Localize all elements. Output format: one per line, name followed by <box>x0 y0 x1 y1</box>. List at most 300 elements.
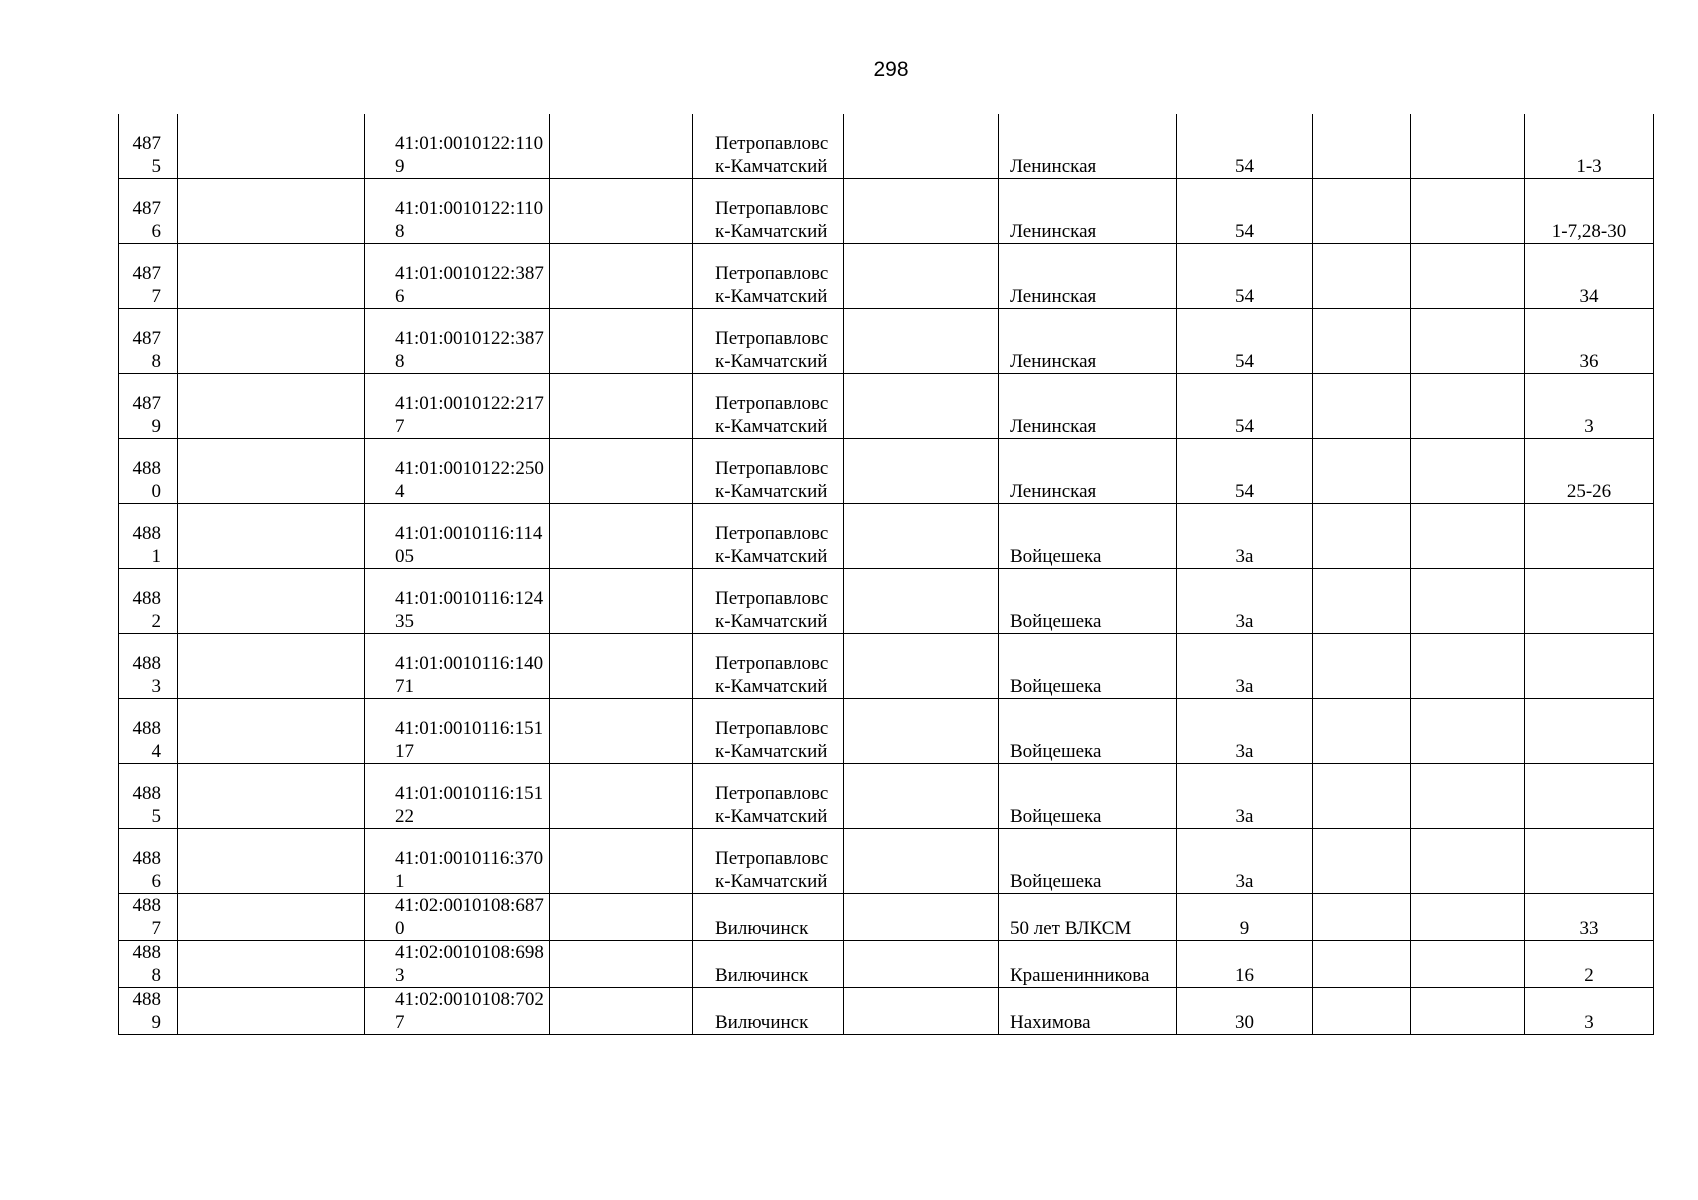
empty-cell <box>550 439 693 504</box>
city-name <box>693 457 843 503</box>
row-number-cell <box>119 829 178 894</box>
city-name-line: к-Камчатский <box>715 676 828 697</box>
apartment-cell <box>1525 829 1654 894</box>
empty-cell <box>1411 439 1525 504</box>
empty-cell <box>550 988 693 1035</box>
row-number-cell <box>119 504 178 569</box>
cadastral-number-line: 7 <box>395 416 405 437</box>
city-name-line: Петропавловс <box>715 133 829 154</box>
row-number-line: 488 <box>132 895 161 916</box>
city-name <box>693 587 843 633</box>
empty-cell <box>1313 374 1411 439</box>
row-number-line: 487 <box>132 328 161 349</box>
street-cell <box>999 439 1177 504</box>
row-number-line: 3 <box>151 676 161 697</box>
city-cell <box>693 179 844 244</box>
city-cell <box>693 114 844 179</box>
empty-cell <box>178 244 365 309</box>
cadastral-number-cell <box>365 504 550 569</box>
city-name-line: Петропавловс <box>715 523 829 544</box>
row-number-line: 4 <box>151 741 161 762</box>
city-name-line: к-Камчатский <box>715 611 828 632</box>
empty-cell <box>178 114 365 179</box>
house-number-cell <box>1177 504 1313 569</box>
cadastral-number-line: 41:01:0010116:124 <box>395 588 544 609</box>
row-number-line: 488 <box>132 718 161 739</box>
row-number-line: 487 <box>132 133 161 154</box>
empty-cell <box>178 988 365 1035</box>
city-cell <box>693 439 844 504</box>
row-number <box>119 782 177 828</box>
empty-cell <box>1313 504 1411 569</box>
house-number: 54 <box>1235 156 1254 177</box>
apartment-number: 1-3 <box>1576 156 1602 177</box>
empty-cell <box>844 699 999 764</box>
city-name-line: к-Камчатский <box>715 416 828 437</box>
street-name: Крашенинникова <box>1010 965 1150 986</box>
empty-cell <box>550 829 693 894</box>
house-number-cell <box>1177 244 1313 309</box>
street-cell <box>999 894 1177 941</box>
city-cell <box>693 829 844 894</box>
apartment-cell <box>1525 504 1654 569</box>
cadastral-number-line: 41:01:0010122:250 <box>395 458 544 479</box>
empty-cell <box>844 244 999 309</box>
house-number-cell <box>1177 894 1313 941</box>
apartment-cell <box>1525 374 1654 439</box>
row-number-cell <box>119 114 178 179</box>
empty-cell <box>550 309 693 374</box>
street-name: Войцешека <box>1010 871 1102 892</box>
row-number <box>119 941 177 987</box>
empty-cell <box>550 244 693 309</box>
row-number-cell <box>119 439 178 504</box>
cadastral-number-line: 71 <box>395 676 414 697</box>
house-number: 3а <box>1235 611 1254 632</box>
row-number-cell <box>119 699 178 764</box>
table-row <box>119 941 1654 988</box>
row-number-line: 5 <box>151 156 161 177</box>
row-number-line: 488 <box>132 523 161 544</box>
cadastral-number-line: 41:01:0010116:140 <box>395 653 544 674</box>
empty-cell <box>1313 179 1411 244</box>
empty-cell <box>1411 114 1525 179</box>
empty-cell <box>844 374 999 439</box>
row-number <box>119 327 177 373</box>
city-name-line: Петропавловс <box>715 718 829 739</box>
house-number-cell <box>1177 634 1313 699</box>
apartment-number: 3 <box>1584 416 1594 437</box>
empty-cell <box>1411 309 1525 374</box>
page-number: 298 <box>873 58 909 81</box>
cadastral-number <box>375 941 549 987</box>
row-number-line: 1 <box>151 546 161 567</box>
table-row <box>119 179 1654 244</box>
apartment-number: 1-7,28-30 <box>1551 221 1627 242</box>
street-cell <box>999 634 1177 699</box>
empty-cell <box>844 504 999 569</box>
empty-cell <box>1411 634 1525 699</box>
city-name-line: Петропавловс <box>715 263 829 284</box>
city-cell <box>693 634 844 699</box>
cadastral-number <box>375 457 549 503</box>
street-name: Нахимова <box>1010 1012 1091 1033</box>
empty-cell <box>1411 988 1525 1035</box>
house-number-cell <box>1177 941 1313 988</box>
city-cell <box>693 504 844 569</box>
cadastral-number-cell <box>365 114 550 179</box>
row-number <box>119 847 177 893</box>
cadastral-number-line: 41:01:0010122:110 <box>395 133 544 154</box>
street-name: Ленинская <box>1010 416 1097 437</box>
street-name: Войцешека <box>1010 546 1102 567</box>
empty-cell <box>178 179 365 244</box>
cadastral-number-line: 41:01:0010122:110 <box>395 198 544 219</box>
house-number-cell <box>1177 114 1313 179</box>
cadastral-number-cell <box>365 699 550 764</box>
city-cell <box>693 894 844 941</box>
row-number-line: 2 <box>151 611 161 632</box>
empty-cell <box>1411 829 1525 894</box>
empty-cell <box>178 569 365 634</box>
empty-cell <box>1313 114 1411 179</box>
apartment-cell <box>1525 569 1654 634</box>
apartment-number: 33 <box>1579 918 1599 939</box>
registry-table-body <box>119 114 1654 1035</box>
table-row <box>119 569 1654 634</box>
city-name-line: Петропавловс <box>715 393 829 414</box>
cadastral-number-line: 8 <box>395 221 405 242</box>
row-number-line: 8 <box>151 351 161 372</box>
empty-cell <box>1313 988 1411 1035</box>
house-number-cell <box>1177 439 1313 504</box>
cadastral-number-cell <box>365 829 550 894</box>
street-name: Ленинская <box>1010 481 1097 502</box>
house-number: 30 <box>1235 1012 1254 1033</box>
city-name <box>693 964 843 987</box>
empty-cell <box>1411 941 1525 988</box>
table-row <box>119 439 1654 504</box>
empty-cell <box>1411 894 1525 941</box>
row-number-line: 9 <box>151 1012 161 1033</box>
empty-cell <box>1411 374 1525 439</box>
empty-cell <box>550 941 693 988</box>
house-number: 54 <box>1235 416 1254 437</box>
row-number-cell <box>119 634 178 699</box>
row-number <box>119 262 177 308</box>
cadastral-number-line: 9 <box>395 156 405 177</box>
city-name-line: Петропавловс <box>715 198 829 219</box>
city-name <box>693 652 843 698</box>
city-cell <box>693 569 844 634</box>
street-name: Войцешека <box>1010 806 1102 827</box>
city-name-line: к-Камчатский <box>715 546 828 567</box>
apartment-number: 25-26 <box>1566 481 1612 502</box>
apartment-cell <box>1525 699 1654 764</box>
empty-cell <box>1313 941 1411 988</box>
city-name-line: Петропавловс <box>715 458 829 479</box>
row-number-line: 488 <box>132 653 161 674</box>
empty-cell <box>178 894 365 941</box>
cadastral-number-line: 1 <box>395 871 405 892</box>
registry-table <box>118 114 1654 1035</box>
cadastral-number-line: 3 <box>395 965 405 986</box>
street-cell <box>999 504 1177 569</box>
row-number-cell <box>119 374 178 439</box>
city-name <box>693 917 843 940</box>
table-row <box>119 699 1654 764</box>
apartment-cell <box>1525 634 1654 699</box>
street-cell <box>999 374 1177 439</box>
empty-cell <box>550 504 693 569</box>
cadastral-number-cell <box>365 634 550 699</box>
empty-cell <box>1313 244 1411 309</box>
row-number <box>119 894 177 940</box>
cadastral-number <box>375 262 549 308</box>
city-name-line: Петропавловс <box>715 588 829 609</box>
cadastral-number-line: 41:01:0010122:387 <box>395 263 544 284</box>
row-number-line: 488 <box>132 989 161 1010</box>
empty-cell <box>844 439 999 504</box>
city-name <box>693 262 843 308</box>
empty-cell <box>178 764 365 829</box>
row-number <box>119 197 177 243</box>
cadastral-number-line: 41:01:0010122:387 <box>395 328 544 349</box>
city-name-line: Вилючинск <box>715 1012 809 1033</box>
cadastral-number-line: 17 <box>395 741 414 762</box>
city-name-line: к-Камчатский <box>715 741 828 762</box>
empty-cell <box>844 894 999 941</box>
city-cell <box>693 941 844 988</box>
house-number-cell <box>1177 829 1313 894</box>
cadastral-number-line: 41:01:0010116:151 <box>395 783 544 804</box>
cadastral-number-cell <box>365 179 550 244</box>
row-number-line: 0 <box>151 481 161 502</box>
table-row <box>119 764 1654 829</box>
empty-cell <box>1411 504 1525 569</box>
empty-cell <box>178 374 365 439</box>
empty-cell <box>844 114 999 179</box>
city-name <box>693 392 843 438</box>
empty-cell <box>178 941 365 988</box>
cadastral-number-cell <box>365 374 550 439</box>
empty-cell <box>1411 569 1525 634</box>
cadastral-number-line: 41:02:0010108:698 <box>395 942 544 963</box>
empty-cell <box>1313 894 1411 941</box>
cadastral-number-line: 4 <box>395 481 405 502</box>
street-cell <box>999 569 1177 634</box>
table-row <box>119 114 1654 179</box>
empty-cell <box>844 988 999 1035</box>
row-number-line: 487 <box>132 393 161 414</box>
row-number-line: 7 <box>151 918 161 939</box>
cadastral-number <box>375 327 549 373</box>
empty-cell <box>550 634 693 699</box>
apartment-cell <box>1525 764 1654 829</box>
cadastral-number <box>375 652 549 698</box>
empty-cell <box>844 829 999 894</box>
cadastral-number-line: 35 <box>395 611 414 632</box>
empty-cell <box>844 309 999 374</box>
city-name <box>693 717 843 763</box>
house-number: 54 <box>1235 351 1254 372</box>
empty-cell <box>844 569 999 634</box>
empty-cell <box>1313 439 1411 504</box>
cadastral-number-line: 6 <box>395 286 405 307</box>
street-cell <box>999 179 1177 244</box>
street-name: Войцешека <box>1010 676 1102 697</box>
street-name: Войцешека <box>1010 741 1102 762</box>
city-cell <box>693 244 844 309</box>
city-name-line: к-Камчатский <box>715 806 828 827</box>
city-cell <box>693 309 844 374</box>
cadastral-number-cell <box>365 941 550 988</box>
city-name <box>693 1011 843 1034</box>
table-row <box>119 634 1654 699</box>
city-name-line: Вилючинск <box>715 965 809 986</box>
city-cell <box>693 988 844 1035</box>
house-number: 9 <box>1239 918 1250 939</box>
apartment-cell <box>1525 941 1654 988</box>
house-number-cell <box>1177 988 1313 1035</box>
row-number-line: 5 <box>151 806 161 827</box>
empty-cell <box>178 829 365 894</box>
city-name <box>693 522 843 568</box>
city-name-line: к-Камчатский <box>715 286 828 307</box>
empty-cell <box>1313 569 1411 634</box>
street-name: Войцешека <box>1010 611 1102 632</box>
cadastral-number-cell <box>365 988 550 1035</box>
cadastral-number <box>375 782 549 828</box>
row-number <box>119 717 177 763</box>
apartment-number: 2 <box>1584 965 1594 986</box>
city-name <box>693 782 843 828</box>
row-number <box>119 132 177 178</box>
table-row <box>119 988 1654 1035</box>
table-row <box>119 894 1654 941</box>
house-number: 3а <box>1235 806 1254 827</box>
city-name-line: Вилючинск <box>715 918 809 939</box>
street-name: Ленинская <box>1010 286 1097 307</box>
empty-cell <box>1313 634 1411 699</box>
city-name <box>693 847 843 893</box>
cadastral-number-line: 41:01:0010116:370 <box>395 848 544 869</box>
row-number-line: 488 <box>132 848 161 869</box>
apartment-cell <box>1525 244 1654 309</box>
apartment-cell <box>1525 179 1654 244</box>
city-name-line: Петропавловс <box>715 328 829 349</box>
cadastral-number-line: 7 <box>395 1012 405 1033</box>
cadastral-number-line: 41:02:0010108:702 <box>395 989 544 1010</box>
apartment-cell <box>1525 988 1654 1035</box>
house-number: 54 <box>1235 286 1254 307</box>
row-number <box>119 457 177 503</box>
empty-cell <box>1411 764 1525 829</box>
row-number <box>119 392 177 438</box>
cadastral-number-line: 22 <box>395 806 414 827</box>
empty-cell <box>550 894 693 941</box>
house-number: 3а <box>1235 546 1254 567</box>
street-cell <box>999 114 1177 179</box>
row-number-line: 487 <box>132 263 161 284</box>
cadastral-number-cell <box>365 309 550 374</box>
row-number <box>119 522 177 568</box>
row-number-cell <box>119 988 178 1035</box>
cadastral-number-line: 05 <box>395 546 414 567</box>
house-number-cell <box>1177 374 1313 439</box>
table-row <box>119 244 1654 309</box>
empty-cell <box>1313 309 1411 374</box>
empty-cell <box>1411 244 1525 309</box>
cadastral-number <box>375 847 549 893</box>
city-name <box>693 132 843 178</box>
house-number-cell <box>1177 699 1313 764</box>
street-cell <box>999 764 1177 829</box>
row-number-cell <box>119 244 178 309</box>
apartment-cell <box>1525 439 1654 504</box>
row-number-line: 8 <box>151 965 161 986</box>
cadastral-number-line: 8 <box>395 351 405 372</box>
cadastral-number <box>375 522 549 568</box>
street-cell <box>999 829 1177 894</box>
city-name-line: к-Камчатский <box>715 351 828 372</box>
cadastral-number <box>375 894 549 940</box>
city-name-line: Петропавловс <box>715 783 829 804</box>
empty-cell <box>1313 829 1411 894</box>
street-name: Ленинская <box>1010 156 1097 177</box>
house-number: 54 <box>1235 221 1254 242</box>
city-name <box>693 327 843 373</box>
row-number <box>119 587 177 633</box>
row-number-line: 488 <box>132 783 161 804</box>
cadastral-number-cell <box>365 439 550 504</box>
apartment-cell <box>1525 309 1654 374</box>
cadastral-number-line: 41:01:0010116:114 <box>395 523 543 544</box>
empty-cell <box>178 309 365 374</box>
row-number-cell <box>119 894 178 941</box>
cadastral-number-cell <box>365 244 550 309</box>
street-cell <box>999 309 1177 374</box>
row-number-cell <box>119 569 178 634</box>
street-cell <box>999 244 1177 309</box>
apartment-number: 36 <box>1579 351 1599 372</box>
city-name-line: к-Камчатский <box>715 481 828 502</box>
table-row <box>119 504 1654 569</box>
table-row <box>119 829 1654 894</box>
city-name <box>693 197 843 243</box>
cadastral-number <box>375 197 549 243</box>
empty-cell <box>844 179 999 244</box>
cadastral-number-line: 41:01:0010122:217 <box>395 393 544 414</box>
street-name: Ленинская <box>1010 351 1097 372</box>
empty-cell <box>550 374 693 439</box>
table-row <box>119 374 1654 439</box>
row-number-line: 7 <box>151 286 161 307</box>
city-cell <box>693 699 844 764</box>
city-cell <box>693 374 844 439</box>
apartment-number: 34 <box>1579 286 1599 307</box>
house-number: 54 <box>1235 481 1254 502</box>
apartment-cell <box>1525 114 1654 179</box>
cadastral-number-cell <box>365 894 550 941</box>
city-name-line: Петропавловс <box>715 653 829 674</box>
row-number-line: 9 <box>151 416 161 437</box>
table-row <box>119 309 1654 374</box>
cadastral-number <box>375 132 549 178</box>
empty-cell <box>1411 699 1525 764</box>
city-name-line: к-Камчатский <box>715 156 828 177</box>
city-name-line: Петропавловс <box>715 848 829 869</box>
